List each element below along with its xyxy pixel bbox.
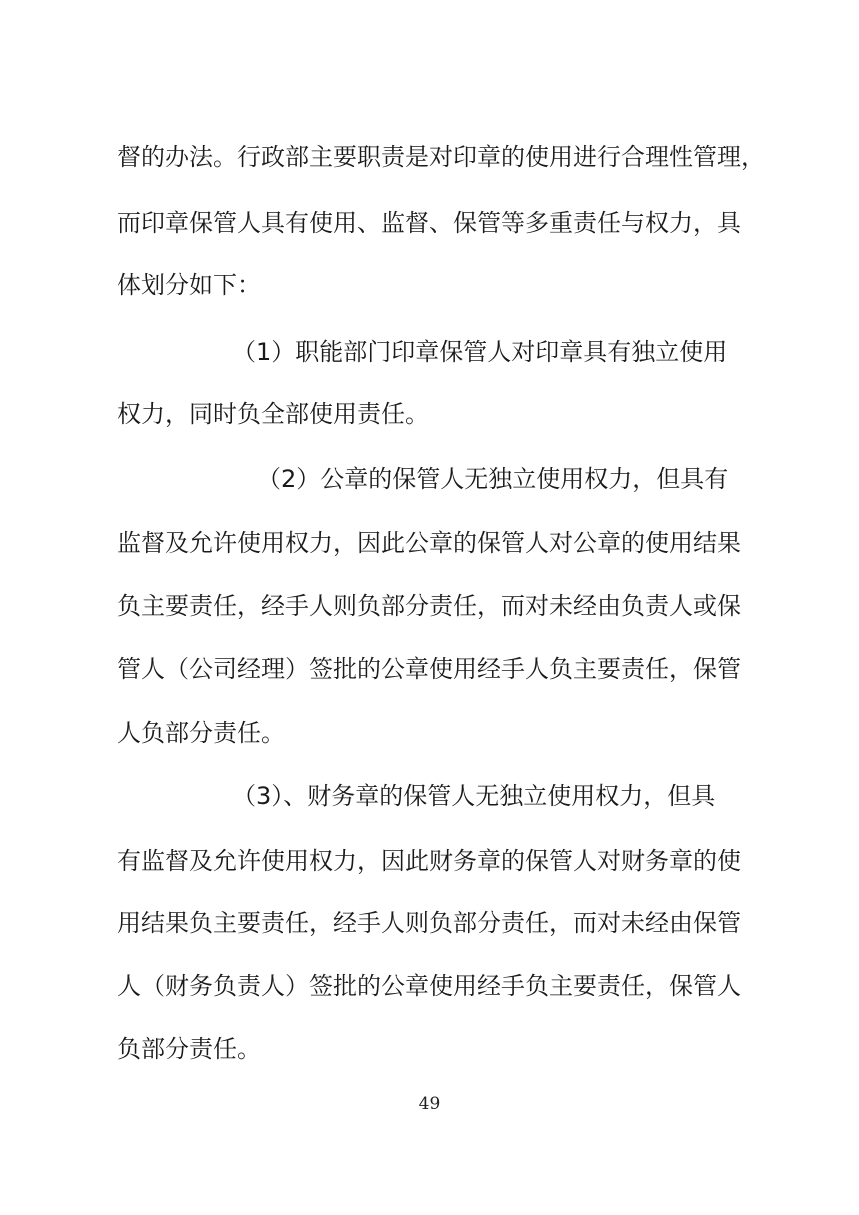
text-line-7: 监督及允许使用权力，因此公章的保管人对公章的使用结果 — [117, 529, 741, 557]
text-line-15: 负部分责任。 — [117, 1035, 261, 1063]
text-line-2: 而印章保管人具有使用、监督、保管等多重责任与权力，具 — [117, 209, 741, 237]
text-line-10: 人负部分责任。 — [117, 719, 285, 747]
text-line-4: （1）职能部门印章保管人对印章具有独立使用 — [232, 338, 728, 366]
text-line-8: 负主要责任，经手人则负部分责任，而对未经由负责人或保 — [117, 592, 741, 620]
text-line-14: 人（财务负责人）签批的公章使用经手负主要责任，保管人 — [117, 972, 741, 1000]
page-number: 49 — [418, 1094, 441, 1114]
text-line-12: 有监督及允许使用权力，因此财务章的保管人对财务章的使 — [117, 847, 741, 875]
text-line-5: 权力，同时负全部使用责任。 — [117, 400, 429, 428]
text-line-3: 体划分如下： — [117, 271, 261, 299]
text-line-9: 管人（公司经理）签批的公章使用经手人负主要责任，保管 — [117, 655, 741, 683]
text-line-6: （2）公章的保管人无独立使用权力，但具有 — [257, 465, 729, 493]
text-line-1: 督的办法。行政部主要职责是对印章的使用进行合理性管理， — [117, 143, 765, 171]
text-line-13: 用结果负主要责任，经手人则负部分责任，而对未经由保管 — [117, 909, 741, 937]
text-line-11: （3）、财务章的保管人无独立使用权力，但具 — [232, 782, 716, 810]
